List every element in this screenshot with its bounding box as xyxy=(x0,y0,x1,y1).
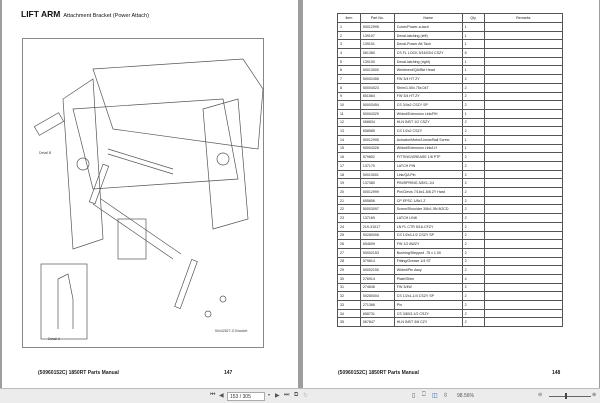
part-no-cell: 068834 xyxy=(360,118,394,127)
rotate-icon[interactable]: ↻ xyxy=(303,393,309,399)
parts-diagram xyxy=(22,38,264,348)
table-row xyxy=(338,179,563,188)
item-cell: 33 xyxy=(338,301,361,310)
item-cell: 25 xyxy=(338,231,361,240)
name-cell: Link/QA Pin xyxy=(394,170,462,179)
remarks-cell xyxy=(484,231,562,240)
qty-cell: 2 xyxy=(462,283,484,292)
qty-cell: 2 xyxy=(462,83,484,92)
item-cell: 18 xyxy=(338,170,361,179)
qty-cell: 2 xyxy=(462,231,484,240)
name-cell: FW 3/4 HT ZY xyxy=(394,75,462,84)
name-cell: Decal-latching (right) xyxy=(394,57,462,66)
part-no-cell: 50004023 xyxy=(360,83,394,92)
detail-b-label: Detail B xyxy=(39,151,52,155)
qty-cell: 2 xyxy=(462,257,484,266)
part-no-cell: 50002150 xyxy=(360,266,394,275)
item-cell: 6 xyxy=(338,66,361,75)
item-cell: 30 xyxy=(338,274,361,283)
table-row xyxy=(338,283,563,292)
last-page-icon[interactable]: ⏭ xyxy=(284,392,290,398)
item-cell: 4 xyxy=(338,49,361,58)
qty-cell: 2 xyxy=(462,292,484,301)
table-row xyxy=(338,301,563,310)
title-bold: LIFT ARM xyxy=(21,9,61,19)
part-no-cell: 50013001 xyxy=(360,170,394,179)
table-row xyxy=(338,318,563,327)
table-row xyxy=(338,309,563,318)
qty-cell: 1 xyxy=(462,57,484,66)
item-cell: 12 xyxy=(338,118,361,127)
table-row xyxy=(338,205,563,214)
part-no-cell: 50002455 xyxy=(360,75,394,84)
item-cell: 16 xyxy=(338,153,361,162)
qty-cell: 2 xyxy=(462,214,484,223)
item-cell: 29 xyxy=(338,266,361,275)
column-header: Remarks xyxy=(484,14,562,23)
zoom-out-icon[interactable]: ⊖ xyxy=(538,392,543,398)
remarks-cell xyxy=(484,283,562,292)
name-cell: Shim/1.50x.75x.04T xyxy=(394,83,462,92)
name-cell: Fitting/Grease 1/4 ST xyxy=(394,257,462,266)
name-cell: Weldment/QA/Bkt Head xyxy=(394,66,462,75)
part-no-cell: 658731 xyxy=(360,309,394,318)
part-no-cell: 50004329 xyxy=(360,109,394,118)
remarks-cell xyxy=(484,127,562,136)
page-dropdown-icon[interactable]: ▾ xyxy=(268,392,271,397)
part-no-cell: 137170 xyxy=(360,162,394,171)
remarks-cell xyxy=(484,40,562,49)
qty-cell: 6 xyxy=(462,49,484,58)
remarks-cell xyxy=(484,49,562,58)
remarks-cell xyxy=(484,214,562,223)
table-row xyxy=(338,31,563,40)
name-cell: CS 3/4x2 CSZY SP xyxy=(394,101,462,110)
qty-cell: 2 xyxy=(462,248,484,257)
item-cell: 19 xyxy=(338,179,361,188)
remarks-cell xyxy=(484,179,562,188)
bookmark-view-icon[interactable]: ⎕ xyxy=(422,392,426,398)
qty-cell: 2 xyxy=(462,301,484,310)
part-no-cell: 658585 xyxy=(360,127,394,136)
table-row xyxy=(338,248,563,257)
table-row xyxy=(338,274,563,283)
part-no-cell: 50012995 xyxy=(360,23,394,32)
part-no-cell: 50003097 xyxy=(360,205,394,214)
remarks-cell xyxy=(484,31,562,40)
name-cell: CS 1/2x2 CSZY xyxy=(394,127,462,136)
item-cell: 31 xyxy=(338,283,361,292)
qty-cell: 2 xyxy=(462,127,484,136)
qty-cell: 1 xyxy=(462,135,484,144)
item-cell: 17 xyxy=(338,162,361,171)
part-no-cell: 651564 xyxy=(360,92,394,101)
scroll-view-icon[interactable]: ⇳ xyxy=(443,393,449,399)
remarks-cell xyxy=(484,118,562,127)
name-cell: Decal-Power Att Tach xyxy=(394,40,462,49)
part-no-cell: 219-31017 xyxy=(360,222,394,231)
remarks-cell xyxy=(484,23,562,32)
page-number: 148 xyxy=(552,370,561,376)
remarks-cell xyxy=(484,205,562,214)
page-number: 147 xyxy=(224,370,233,376)
part-no-cell: 50003454 xyxy=(360,101,394,110)
table-row xyxy=(338,83,563,92)
table-row xyxy=(338,188,563,197)
column-header: Item xyxy=(338,14,361,23)
name-cell: FW 3/4 HT ZY xyxy=(394,92,462,101)
remarks-cell xyxy=(484,66,562,75)
qty-cell: 2 xyxy=(462,101,484,110)
remarks-cell xyxy=(484,162,562,171)
zoom-in-icon[interactable]: ⊕ xyxy=(592,392,597,398)
remarks-cell xyxy=(484,75,562,84)
table-row xyxy=(338,266,563,275)
parts-table xyxy=(337,13,563,327)
item-cell: 7 xyxy=(338,75,361,84)
name-cell: Cover/Power-a-tach xyxy=(394,23,462,32)
table-row xyxy=(338,162,563,171)
two-page-icon[interactable]: ◫ xyxy=(432,393,438,399)
item-cell: 13 xyxy=(338,127,361,136)
table-row xyxy=(338,49,563,58)
item-cell: 34 xyxy=(338,309,361,318)
part-no-cell: 50004328 xyxy=(360,144,394,153)
table-row xyxy=(338,231,563,240)
item-cell: 28 xyxy=(338,257,361,266)
table-row xyxy=(338,153,563,162)
qty-cell: 2 xyxy=(462,205,484,214)
item-cell: 32 xyxy=(338,292,361,301)
table-row xyxy=(338,222,563,231)
table-row xyxy=(338,40,563,49)
qty-cell: 2 xyxy=(462,92,484,101)
table-row xyxy=(338,109,563,118)
item-cell: 35 xyxy=(338,318,361,327)
name-cell: CP EPSC 1/8x1 Z xyxy=(394,196,462,205)
qty-cell: 2 xyxy=(462,170,484,179)
name-cell: Bushing/Stepped .75 x 1.00 xyxy=(394,248,462,257)
remarks-cell xyxy=(484,135,562,144)
remarks-cell xyxy=(484,292,562,301)
item-cell: 9 xyxy=(338,92,361,101)
name-cell: HLN INST 3/8 CZY xyxy=(394,318,462,327)
column-header: Qty xyxy=(462,14,484,23)
part-no-cell: 50002153 xyxy=(360,248,394,257)
item-cell: 11 xyxy=(338,109,361,118)
part-no-cell: 655806 xyxy=(360,196,394,205)
qty-cell: 1 xyxy=(462,40,484,49)
remarks-cell xyxy=(484,222,562,231)
remarks-cell xyxy=(484,188,562,197)
name-cell: Plate/Shim xyxy=(394,274,462,283)
table-row xyxy=(338,66,563,75)
table-row xyxy=(338,292,563,301)
name-cell: FW 1/2 AWZY xyxy=(394,240,462,249)
table-row xyxy=(338,101,563,110)
name-cell: LATCH LINK xyxy=(394,214,462,223)
part-no-cell: 579802 xyxy=(360,153,394,162)
table-row xyxy=(338,92,563,101)
footer-title: (50960152C) 1850RT Parts Manual xyxy=(38,370,119,376)
qty-cell: 2 xyxy=(462,118,484,127)
table-row xyxy=(338,127,563,136)
qty-cell: 2 xyxy=(462,318,484,327)
footer-title: (50960152C) 1850RT Parts Manual xyxy=(338,370,419,376)
item-cell: 8 xyxy=(338,83,361,92)
name-cell: CS 3/8X3-1/2 CSZY xyxy=(394,309,462,318)
item-cell: 20 xyxy=(338,188,361,197)
item-cell: 27 xyxy=(338,248,361,257)
qty-cell: 2 xyxy=(462,179,484,188)
name-cell: Decal-latching (left) xyxy=(394,31,462,40)
item-cell: 3 xyxy=(338,40,361,49)
name-cell: FITTING/GREASE 1/8 PTF xyxy=(394,153,462,162)
remarks-cell xyxy=(484,109,562,118)
item-cell: 5 xyxy=(338,57,361,66)
table-row xyxy=(338,144,563,153)
remarks-cell xyxy=(484,57,562,66)
table-row xyxy=(338,214,563,223)
part-no-cell: 067847 xyxy=(360,318,394,327)
item-cell: 10 xyxy=(338,101,361,110)
name-cell: Pin/Clevis 7/16x1-5/8 ZY Hard xyxy=(394,188,462,197)
part-no-cell: 139101 xyxy=(360,40,394,49)
part-no-cell: 274636 xyxy=(360,283,394,292)
part-no-cell: 271366 xyxy=(360,301,394,310)
part-no-cell: 137380 xyxy=(360,179,394,188)
remarks-cell xyxy=(484,301,562,310)
name-cell: CS FL LOCK 5/16X3/4 CSZY xyxy=(394,49,462,58)
zoom-level[interactable]: 98.56% xyxy=(457,393,474,399)
qty-cell: 2 xyxy=(462,188,484,197)
qty-cell: 2 xyxy=(462,196,484,205)
remarks-cell xyxy=(484,196,562,205)
table-row xyxy=(338,257,563,266)
page-number-input[interactable]: 153 / 305 xyxy=(227,392,265,401)
remarks-cell xyxy=(484,318,562,327)
item-cell: 23 xyxy=(338,214,361,223)
part-no-cell: 137169 xyxy=(360,214,394,223)
name-cell: Actuator/Motor/Linear/Ball Screw xyxy=(394,135,462,144)
remarks-cell xyxy=(484,153,562,162)
qty-cell: 2 xyxy=(462,266,484,275)
column-header: Part No. xyxy=(360,14,394,23)
part-no-cell: 276914 xyxy=(360,274,394,283)
remarks-cell xyxy=(484,240,562,249)
qty-cell: 2 xyxy=(462,153,484,162)
name-cell: Wldmt/Extension Link/LH xyxy=(394,144,462,153)
left-page xyxy=(2,0,298,388)
remarks-cell xyxy=(484,144,562,153)
part-no-cell: 061380 xyxy=(360,49,394,58)
remarks-cell xyxy=(484,274,562,283)
prev-page-icon[interactable]: ◀ xyxy=(219,393,224,399)
column-header: Name xyxy=(394,14,462,23)
name-cell: Screw/Shoulder 3/8x1.5N 8OCD xyxy=(394,205,462,214)
qty-cell: 2 xyxy=(462,240,484,249)
table-row xyxy=(338,240,563,249)
first-page-icon[interactable]: ⏮ xyxy=(210,392,216,398)
table-row xyxy=(338,135,563,144)
qty-cell: 1 xyxy=(462,66,484,75)
name-cell: Pin xyxy=(394,301,462,310)
item-cell: 24 xyxy=(338,222,361,231)
item-cell: 22 xyxy=(338,205,361,214)
zoom-slider[interactable] xyxy=(549,396,591,397)
item-cell: 15 xyxy=(338,144,361,153)
item-cell: 1 xyxy=(338,23,361,32)
qty-cell: 2 xyxy=(462,75,484,84)
part-no-cell: 139100 xyxy=(360,57,394,66)
qty-cell: 2 xyxy=(462,309,484,318)
qty-cell: 2 xyxy=(462,222,484,231)
part-no-cell: 50280004 xyxy=(360,292,394,301)
name-cell: Wldmt/Pin Assy xyxy=(394,266,462,275)
name-cell: PIN/SPRING 3/8X1-1/4 xyxy=(394,179,462,188)
part-no-cell: 50012995 xyxy=(360,135,394,144)
figure-id: 50442827-G Bracket xyxy=(215,329,248,333)
zoom-slider-handle[interactable] xyxy=(565,393,567,399)
name-cell: LN FL CTR 5/16-CFZY xyxy=(394,222,462,231)
part-no-cell: 50280006 xyxy=(360,231,394,240)
copy-icon[interactable]: ⧉ xyxy=(294,392,299,398)
title-sub: Attachment Bracket (Power Attach) xyxy=(63,13,149,19)
remarks-cell xyxy=(484,83,562,92)
name-cell: Wldmt/Extension Link/RH xyxy=(394,109,462,118)
qty-cell: 1 xyxy=(462,23,484,32)
name-cell: CS 1/2x3-1/2 CSZY SP xyxy=(394,231,462,240)
table-row xyxy=(338,23,563,32)
remarks-cell xyxy=(484,170,562,179)
table-row xyxy=(338,196,563,205)
item-cell: 14 xyxy=(338,135,361,144)
name-cell: FW 3/4W xyxy=(394,283,462,292)
part-no-cell: 579814 xyxy=(360,257,394,266)
item-cell: 21 xyxy=(338,196,361,205)
detail-a-label: Detail A xyxy=(48,337,61,341)
part-no-cell: 139107 xyxy=(360,31,394,40)
item-cell: 2 xyxy=(338,31,361,40)
qty-cell: 4 xyxy=(462,274,484,283)
table-row xyxy=(338,57,563,66)
remarks-cell xyxy=(484,92,562,101)
qty-cell: 1 xyxy=(462,109,484,118)
remarks-cell xyxy=(484,266,562,275)
table-row xyxy=(338,170,563,179)
item-cell: 26 xyxy=(338,240,361,249)
table-row xyxy=(338,118,563,127)
name-cell: LATCH PIN xyxy=(394,162,462,171)
name-cell: HLN INST 1/2 CSZY xyxy=(394,118,462,127)
part-no-cell: 50013000 xyxy=(360,66,394,75)
qty-cell: 2 xyxy=(462,162,484,171)
remarks-cell xyxy=(484,248,562,257)
remarks-cell xyxy=(484,309,562,318)
single-page-icon[interactable]: ▯ xyxy=(412,393,416,399)
remarks-cell xyxy=(484,101,562,110)
remarks-cell xyxy=(484,257,562,266)
next-page-icon[interactable]: ▶ xyxy=(275,393,280,399)
viewer-toolbar xyxy=(0,388,600,403)
name-cell: CS 1/2x1-1/4 CSZY SP xyxy=(394,292,462,301)
part-no-cell: 654609 xyxy=(360,240,394,249)
qty-cell: 1 xyxy=(462,144,484,153)
qty-cell: 1 xyxy=(462,31,484,40)
right-page xyxy=(303,0,599,388)
page-title xyxy=(21,9,149,19)
part-no-cell: 50012999 xyxy=(360,188,394,197)
table-row xyxy=(338,75,563,84)
